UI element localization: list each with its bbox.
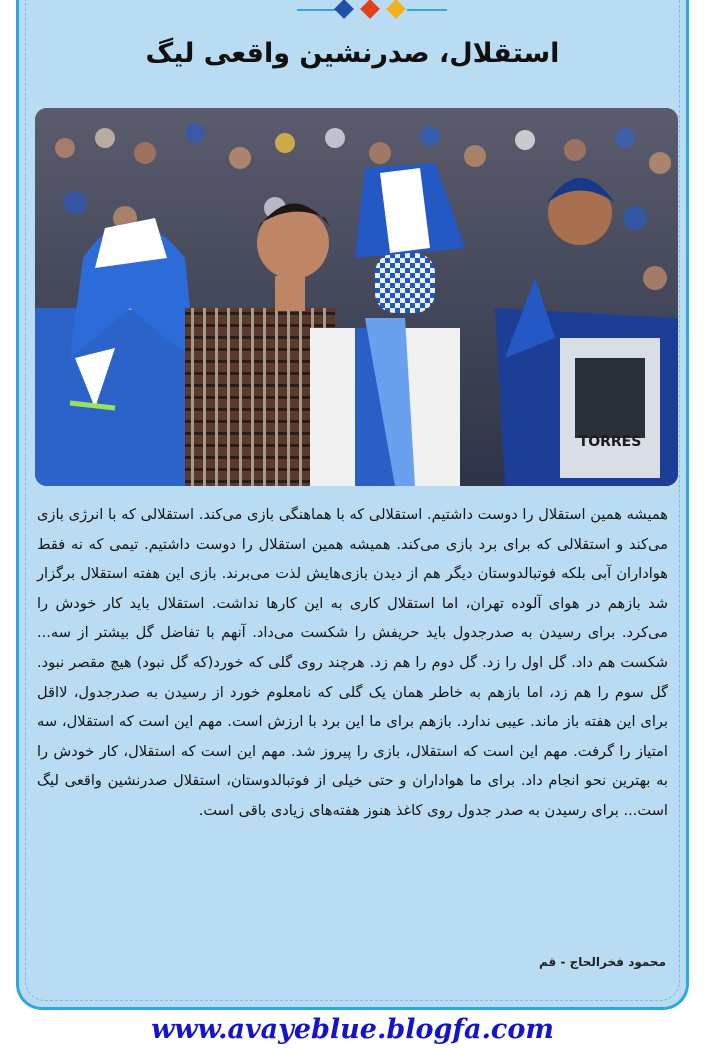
article-panel (16, 0, 689, 1010)
fans-photo (35, 108, 678, 486)
diamond-yellow-icon (386, 0, 406, 19)
article-body: همیشه همین استقلال را دوست داشتیم. استقلالی که با هماهنگی بازی می‌کند. استقلالی که با انرژی بازی می‌کند و استقلالی که برای برد بازی می‌کند. همیشه همین استقلال را دوست داشتیم. تیمی که نه فقط هواداران آبی بلکه فوتبالدوستان دیگر هم از دیدن بازی‌هایش لذت می‌برند. بازی این هفته استقلال برگزار شد بازهم در هوای آلوده تهران، اما استقلال کاری به این کارها نداشت. استقلال باید کار خودش را می‌کرد. برای رسیدن به صدرجدول باید حریفش را شکست می‌داد. آنهم با تفاضل گل بیشتر از سه... شکست هم داد. گل اول را زد. گل دوم را هم زد. هرچند روی گلی که خورد(که گل نبود) هیچ مقصر نبود. گل سوم را هم زد، اما بازهم به خاطر همان یک گلی که نامعلوم خورد از رسیدن به صدرجدول، لااقل برای این هفته باز ماند. عیبی ندارد. بازهم برای ما این برد با ارزش است. مهم این است که استقلال، سه امتیاز را گرفت. مهم این است که استقلال، بازی را پیروز شد. مهم این است که استقلال، کار خودش را به بهترین نحو انجام داد. برای ما هواداران و حتی خیلی از فوتبالدوستان، استقلال صدرنشین واقعی لیگ است... برای رسیدن به صدر جدول روی کاغذ هنوز هفته‌های زیادی باقی است. (37, 506, 668, 819)
site-url-link[interactable]: www.avayeblue.blogfa.com (151, 1014, 554, 1045)
shirt-text: TORRES (578, 434, 642, 450)
header-ornament (297, 0, 447, 26)
article-author: محمود فخرالحاج - قم (539, 955, 666, 969)
diamond-blue-icon (334, 0, 354, 19)
article-headline: استقلال، صدرنشین واقعی لیگ (145, 38, 560, 69)
diamond-red-icon (360, 0, 380, 19)
